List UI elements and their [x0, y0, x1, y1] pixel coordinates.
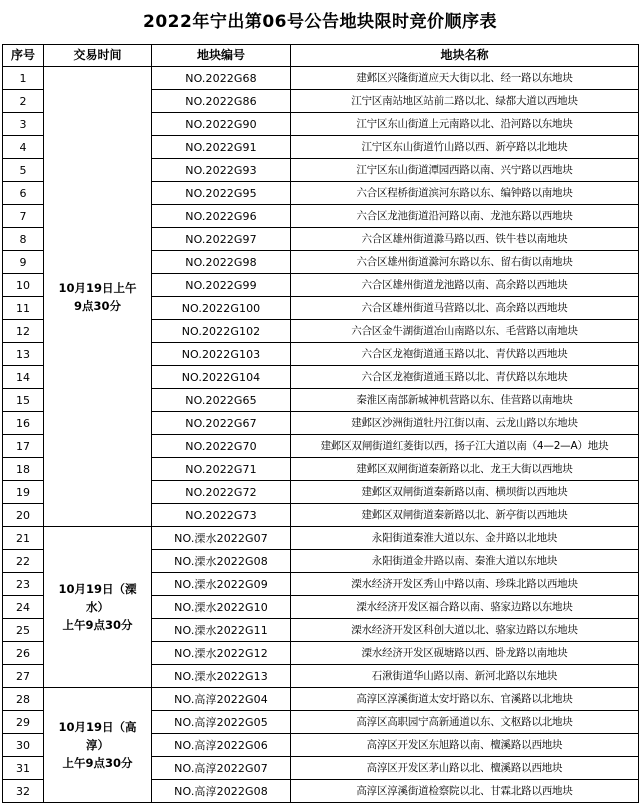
parcel-name: 高淳区高职园宁高新通道以东、文枢路以北地块 [291, 711, 639, 734]
parcel-code: NO.高淳2022G04 [152, 688, 291, 711]
parcel-code: NO.2022G91 [152, 136, 291, 159]
row-seq: 3 [3, 113, 44, 136]
parcel-name: 江宁区南站地区站前二路以北、绿都大道以西地块 [291, 90, 639, 113]
parcel-name: 建邺区双闸街道秦新路以北、龙王大街以西地块 [291, 458, 639, 481]
trade-time-line: 淳） [86, 738, 109, 752]
trade-time-line: 上午9点30分 [62, 756, 133, 770]
parcel-name: 建邺区兴隆街道应天大街以北、经一路以东地块 [291, 67, 639, 90]
parcel-code: NO.溧水2022G11 [152, 619, 291, 642]
row-seq: 15 [3, 389, 44, 412]
row-seq: 5 [3, 159, 44, 182]
row-seq: 28 [3, 688, 44, 711]
parcel-code: NO.2022G100 [152, 297, 291, 320]
table-row [3, 527, 639, 550]
trade-time-cell [44, 688, 152, 803]
trade-time-line: 9点30分 [73, 298, 121, 313]
row-seq: 13 [3, 343, 44, 366]
table-header-row [3, 45, 639, 67]
row-seq: 14 [3, 366, 44, 389]
parcel-name: 江宁区东山街道上元南路以北、沿河路以东地块 [291, 113, 639, 136]
row-seq: 22 [3, 550, 44, 573]
header-code: 地块编号 [152, 45, 291, 67]
table-body [3, 67, 639, 803]
parcel-name: 建邺区双闸街道红菱街以西，扬子江大道以南（4—2—A）地块 [291, 435, 639, 458]
parcel-name: 六合区龙池街道沿河路以南、龙池东路以西地块 [291, 205, 639, 228]
trade-time-line: 上午9点30分 [62, 618, 133, 632]
row-seq: 11 [3, 297, 44, 320]
page-title: 2022年宁出第06号公告地块限时竞价顺序表 [143, 12, 497, 32]
row-seq: 20 [3, 504, 44, 527]
parcel-name: 秦淮区南部新城神机营路以东、佳营路以南地块 [291, 389, 639, 412]
row-seq: 18 [3, 458, 44, 481]
row-seq: 6 [3, 182, 44, 205]
row-seq: 4 [3, 136, 44, 159]
parcel-name: 六合区龙袍街道通玉路以北、青伏路以西地块 [291, 343, 639, 366]
row-seq: 1 [3, 67, 44, 90]
trade-time-line: 10月19日上午 [58, 280, 137, 295]
parcel-name: 永阳街道秦淮大道以东、金井路以北地块 [291, 527, 639, 550]
row-seq: 31 [3, 757, 44, 780]
header-seq: 序号 [3, 45, 44, 67]
trade-time-line: 10月19日（高 [58, 720, 137, 734]
parcel-name: 六合区程桥街道滨河东路以东、编钟路以南地块 [291, 182, 639, 205]
row-seq: 16 [3, 412, 44, 435]
parcel-name: 永阳街道金井路以南、秦淮大道以东地块 [291, 550, 639, 573]
parcel-name: 建邺区双闸街道秦新路以南、横坝街以西地块 [291, 481, 639, 504]
parcel-code: NO.2022G65 [152, 389, 291, 412]
parcel-name: 江宁区东山街道竹山路以西、新亭路以北地块 [291, 136, 639, 159]
parcel-code: NO.2022G72 [152, 481, 291, 504]
parcel-name: 高淳区淳溪街道检察院以北、甘霖北路以西地块 [291, 780, 639, 803]
row-seq: 27 [3, 665, 44, 688]
parcel-code: NO.2022G90 [152, 113, 291, 136]
parcel-name: 六合区雄州街道滁马路以西、铁牛巷以南地块 [291, 228, 639, 251]
trade-time-line: 10月19日（溧 [58, 582, 137, 596]
parcel-code: NO.高淳2022G05 [152, 711, 291, 734]
parcel-code: NO.溧水2022G08 [152, 550, 291, 573]
parcel-code: NO.高淳2022G07 [152, 757, 291, 780]
parcel-name: 溧水经济开发区秀山中路以南、珍珠北路以西地块 [291, 573, 639, 596]
row-seq: 29 [3, 711, 44, 734]
row-seq: 12 [3, 320, 44, 343]
trade-time-line: 水） [86, 600, 109, 614]
header-name: 地块名称 [291, 45, 639, 67]
parcel-code: NO.溧水2022G13 [152, 665, 291, 688]
row-seq: 32 [3, 780, 44, 803]
parcel-code: NO.2022G98 [152, 251, 291, 274]
parcel-code: NO.2022G93 [152, 159, 291, 182]
row-seq: 9 [3, 251, 44, 274]
row-seq: 24 [3, 596, 44, 619]
parcel-name: 高淳区开发区东旭路以南、檀溪路以西地块 [291, 734, 639, 757]
parcel-code: NO.2022G70 [152, 435, 291, 458]
parcel-name: 建邺区双闸街道秦新路以北、新亭街以西地块 [291, 504, 639, 527]
parcel-code: NO.高淳2022G08 [152, 780, 291, 803]
parcel-code: NO.2022G95 [152, 182, 291, 205]
parcel-code: NO.溧水2022G12 [152, 642, 291, 665]
row-seq: 7 [3, 205, 44, 228]
row-seq: 30 [3, 734, 44, 757]
trade-time-cell [44, 527, 152, 688]
row-seq: 19 [3, 481, 44, 504]
parcel-code: NO.2022G68 [152, 67, 291, 90]
parcel-code: NO.2022G102 [152, 320, 291, 343]
parcel-code: NO.2022G86 [152, 90, 291, 113]
parcel-name: 溧水经济开发区科创大道以北、骆家边路以东地块 [291, 619, 639, 642]
row-seq: 8 [3, 228, 44, 251]
parcel-name: 建邺区沙洲街道牡丹江街以南、云龙山路以东地块 [291, 412, 639, 435]
parcel-name: 高淳区淳溪街道太安圩路以东、官溪路以北地块 [291, 688, 639, 711]
row-seq: 21 [3, 527, 44, 550]
parcel-code: NO.2022G103 [152, 343, 291, 366]
parcel-name: 六合区雄州街道龙池路以南、高余路以西地块 [291, 274, 639, 297]
parcel-name: 六合区金牛湖街道冶山南路以东、毛营路以南地块 [291, 320, 639, 343]
parcel-name: 高淳区开发区茅山路以北、檀溪路以西地块 [291, 757, 639, 780]
header-time: 交易时间 [44, 45, 152, 67]
row-seq: 17 [3, 435, 44, 458]
parcel-code: NO.2022G104 [152, 366, 291, 389]
row-seq: 23 [3, 573, 44, 596]
row-seq: 25 [3, 619, 44, 642]
trade-time-cell [44, 67, 152, 527]
parcel-name: 石湫街道华山路以南、新河北路以东地块 [291, 665, 639, 688]
parcel-name: 溧水经济开发区砚塘路以西、卧龙路以南地块 [291, 642, 639, 665]
parcel-code: NO.溧水2022G09 [152, 573, 291, 596]
row-seq: 2 [3, 90, 44, 113]
parcel-code: NO.2022G73 [152, 504, 291, 527]
parcel-name: 江宁区东山街道潭园西路以南、兴宁路以西地块 [291, 159, 639, 182]
parcel-name: 六合区雄州街道马营路以北、高余路以西地块 [291, 297, 639, 320]
row-seq: 10 [3, 274, 44, 297]
parcel-code: NO.高淳2022G06 [152, 734, 291, 757]
parcel-code: NO.2022G71 [152, 458, 291, 481]
parcel-code: NO.2022G96 [152, 205, 291, 228]
table-row [3, 688, 639, 711]
parcel-name: 六合区雄州街道滁河东路以东、留右街以南地块 [291, 251, 639, 274]
parcel-name: 溧水经济开发区福合路以南、骆家边路以东地块 [291, 596, 639, 619]
parcel-code: NO.2022G67 [152, 412, 291, 435]
parcel-code: NO.2022G97 [152, 228, 291, 251]
row-seq: 26 [3, 642, 44, 665]
parcel-code: NO.溧水2022G10 [152, 596, 291, 619]
table-row [3, 67, 639, 90]
parcel-code: NO.2022G99 [152, 274, 291, 297]
parcel-code: NO.溧水2022G07 [152, 527, 291, 550]
parcel-name: 六合区龙袍街道通玉路以北、青伏路以东地块 [291, 366, 639, 389]
auction-schedule-table [2, 44, 639, 803]
